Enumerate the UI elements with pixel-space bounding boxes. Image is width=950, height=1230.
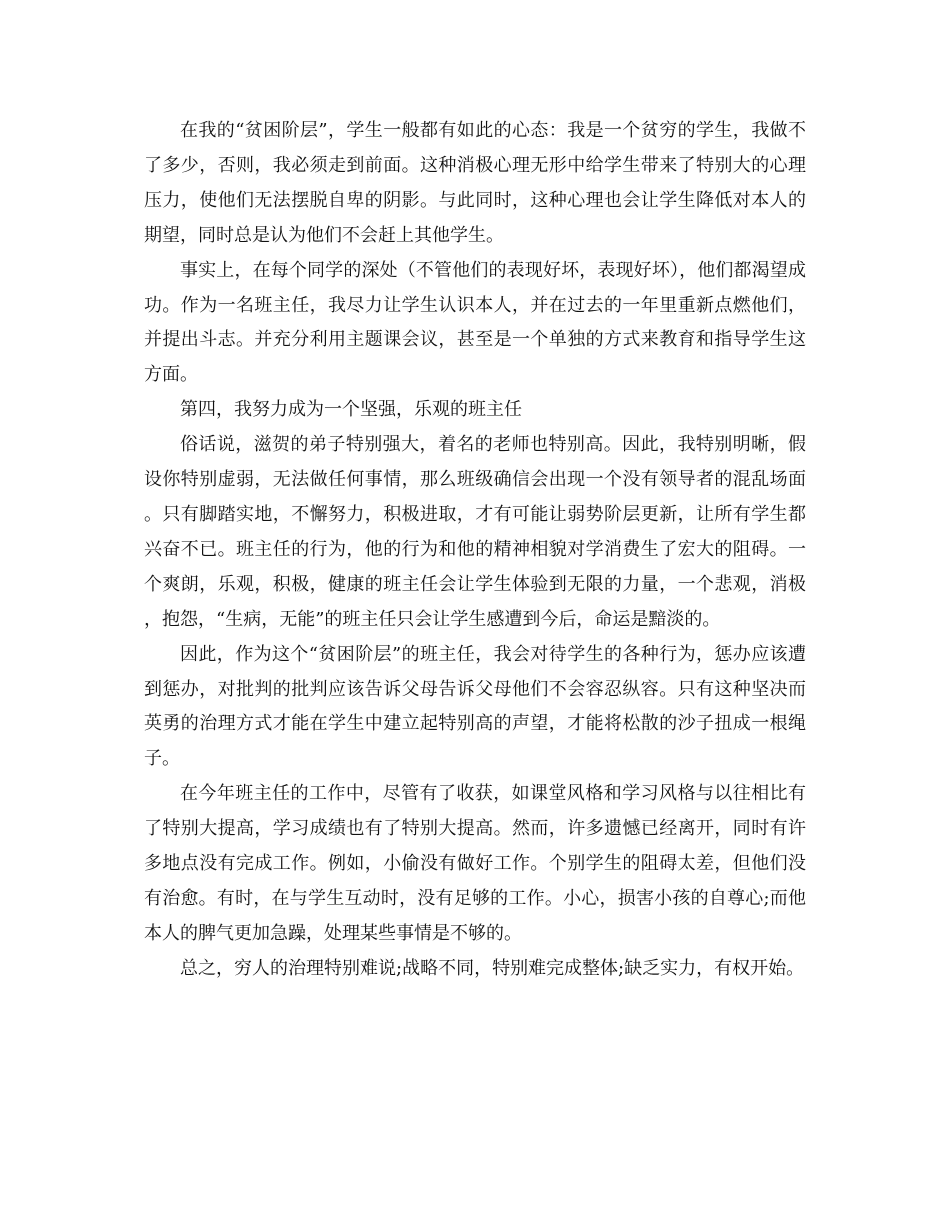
paragraph-4: 因此，作为这个“贫困阶层”的班主任，我会对待学生的各种行为，惩办应该遭到惩办，对批判的批判应该告诉父母告诉父母他们不会容忍纵容。只有这种坚决而英勇的治理方式才能在学生中建立起特别高的声望，才能将松散的沙子扭成一根绳子。 [144,643,806,770]
paragraph-5: 在今年班主任的工作中，尽管有了收获，如课堂风格和学习风格与以往相比有了特别大提高，学习成绩也有了特别大提高。然而，许多遗憾已经离开，同时有许多地点没有完成工作。例如，小偷没有做好工作。个别学生的阻碍太差，但他们没有治愈。有时，在与学生互动时，没有足够的工作。小心，损害小孩的自尊心;而他本人的脾气更加急躁，处理某些事情是不够的。 [144,783,806,944]
paragraph-2: 事实上，在每个同学的深处（不管他们的表现好坏，表现好坏），他们都渴望成功。作为一名班主任，我尽力让学生认识本人，并在过去的一年里重新点燃他们，并提出斗志。并充分利用主题课会议，甚至是一个单独的方式来教育和指导学生这方面。 [144,259,806,386]
paragraph-3: 俗话说，滋贺的弟子特别强大，着名的老师也特别高。因此，我特别明晰，假设你特别虚弱，无法做任何事情，那么班级确信会出现一个没有领导者的混乱场面。只有脚踏实地，不懈努力，积极进取，才有可能让弱势阶层更新，让所有学生都兴奋不已。班主任的行为，他的行为和他的精神相貌对学消费生了宏大的阻碍。一个爽朗，乐观，积极，健康的班主任会让学生体验到无限的力量，一个悲观，消极，抱怨，“生病，无能”的班主任只会让学生感遭到今后，命运是黯淡的。 [144,434,806,630]
paragraph-6: 总之，穷人的治理特别难说;战略不同，特别难完成整体;缺乏实力，有权开始。 [180,957,805,979]
document-body [144,114,806,987]
paragraph-1: 在我的“贫困阶层”，学生一般都有如此的心态：我是一个贫穷的学生，我做不了多少，否则，我必须走到前面。这种消极心理无形中给学生带来了特别大的心理压力，使他们无法摆脱自卑的阴影。与此同时，这种心理也会让学生降低对本人的期望，同时总是认为他们不会赶上其他学生。 [144,120,806,246]
section-heading-four: 第四，我努力成为一个坚强，乐观的班主任 [180,399,522,421]
